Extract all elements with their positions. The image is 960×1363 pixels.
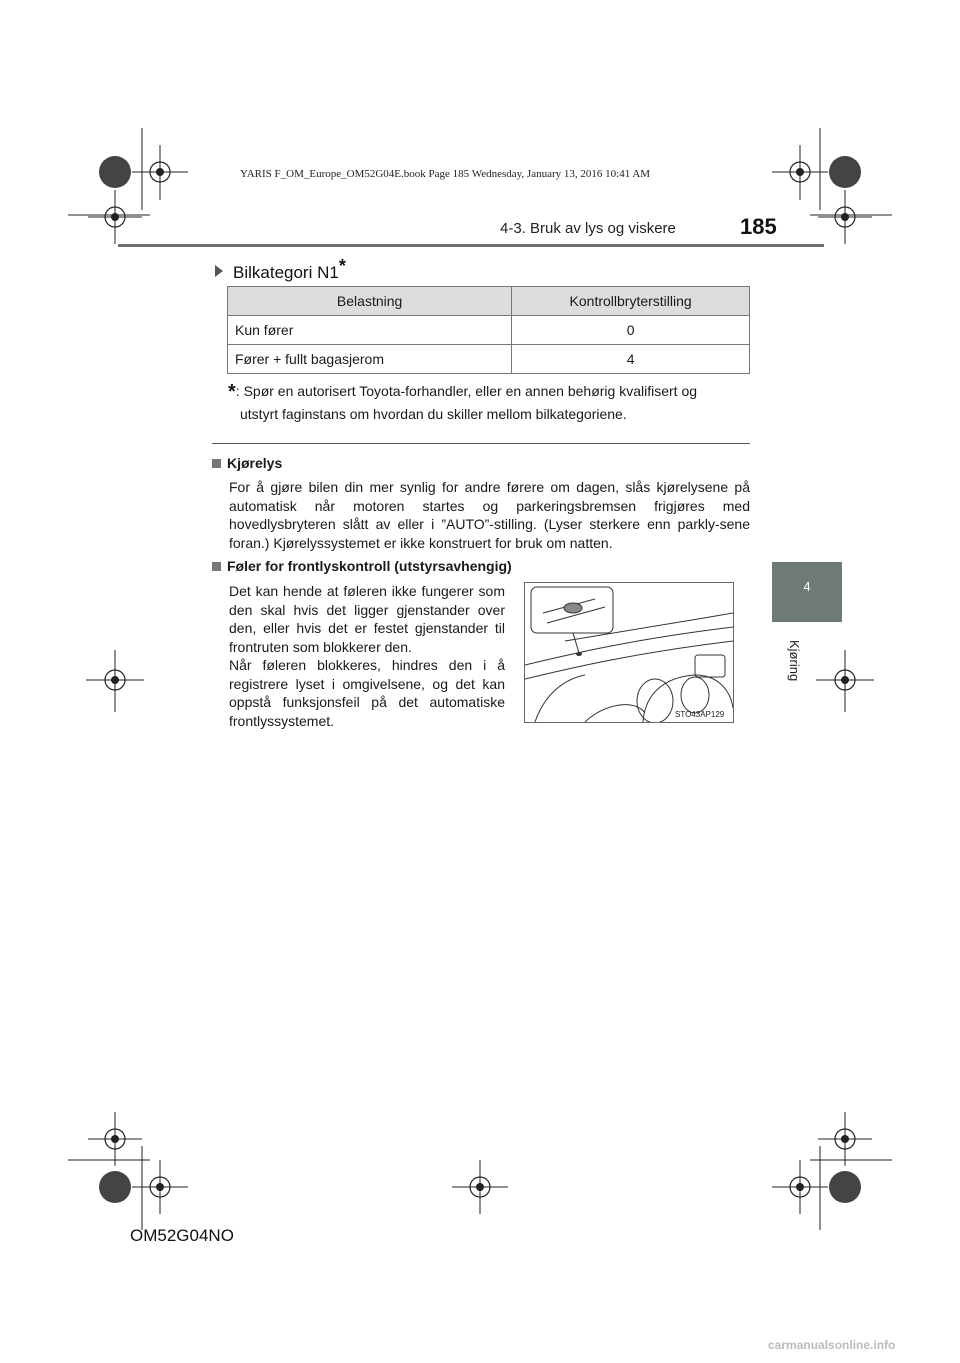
chapter-tab: 4 [772,562,842,622]
figure-code: STO43AP129 [675,710,725,719]
footnote-line2: utstyrt faginstans om hvordan du skiller mellom bilkategoriene. [240,406,627,422]
table-cell: 4 [512,345,750,374]
vehicle-category-heading [215,256,346,283]
table-header-cell: Belastning [228,287,512,316]
vehicle-category-title: Bilkategori N1 [233,263,339,282]
chapter-label: Kjøring [787,640,802,682]
table-row [228,345,750,374]
section-heading-daytime-lights [212,455,282,471]
footnote-line1: : Spør en autorisert Toyota-forhandler, eller en annen behørig kvalifisert og [235,383,698,399]
load-setting-table [227,286,750,374]
table-header-cell: Kontrollbryterstilling [512,287,750,316]
footer-code: OM52G04NO [130,1226,234,1245]
footnote-star: * [228,381,236,403]
square-bullet-icon [212,562,221,571]
page-number: 185 [740,214,777,239]
section-title: 4-3. Bruk av lys og viskere [500,220,676,237]
file-header: YARIS F_OM_Europe_OM52G04E.book Page 185 Wednesday, January 13, 2016 10:41 AM [240,168,651,180]
header-rule [118,244,824,247]
dashboard-sensor-illustration-icon [525,583,733,722]
triangle-bullet-icon [215,265,223,277]
section-heading-text: Kjørelys [227,455,283,471]
light-sensor-paragraph: Når føleren blokkeres, hindres den i å registrere lyset i omgivelsene, og det kan oppstå funksjonsfeil på det automatiske frontlyssystemet. [229,657,505,729]
light-sensor-text [229,582,505,730]
table-cell: 0 [512,316,750,345]
footnote-marker: * [338,256,346,276]
table-header-row [228,287,750,316]
square-bullet-icon [212,459,221,468]
watermark: carmanualsonline.info [768,1338,896,1352]
section-heading-light-sensor [212,558,512,574]
table-cell: Kun fører [228,316,512,345]
table-cell: Fører + fullt bagasjerom [228,345,512,374]
table-row [228,316,750,345]
light-sensor-paragraph: Det kan hende at føleren ikke fungerer som den skal hvis det ligger gjenstander over den, eller hvis det er festet gjenstander til frontruten som blokkerer den. [229,583,505,655]
section-divider [212,443,750,444]
dashboard-sensor-figure [524,582,734,723]
section-heading-text: Føler for frontlyskontroll (utstyrsavhengig) [227,558,512,574]
daytime-lights-text: For å gjøre bilen din mer synlig for andre førere om dagen, slås kjørelysene på automatisk når motoren startes og parkeringsbremsen frigjøres med hovedlysbryteren slått av eller i ”AUTO”-stilling. (Lyser sterkere enn parkly-sene foran.) Kjørelyssystemet er ikke konstruert for bruk om natten. [229,479,750,551]
footnote [228,380,750,425]
